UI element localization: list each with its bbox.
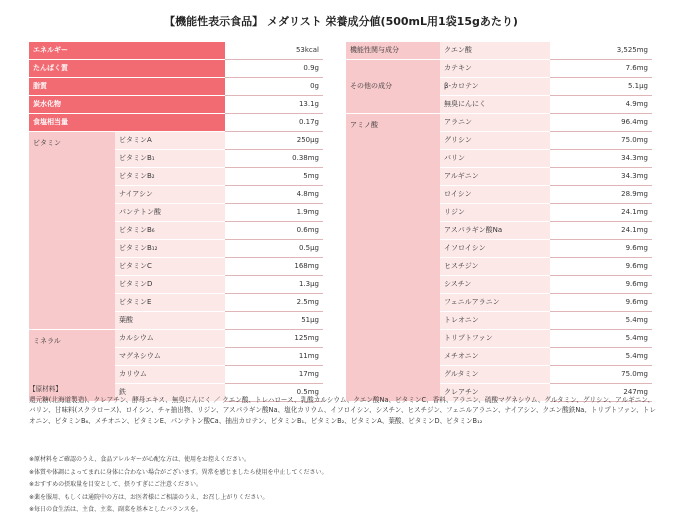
nutrient-value: 28.9mg [550, 186, 652, 204]
nutrient-name: ビタミンA [115, 132, 225, 150]
nutrient-name: クレアチン [440, 384, 550, 402]
nutrient-value: 9.6mg [550, 294, 652, 312]
nutrient-value: 96.4mg [550, 114, 652, 132]
nutrient-value: 7.6mg [550, 60, 652, 78]
nutrient-value: 247mg [550, 384, 652, 402]
nutrient-name: ビタミンB₁₂ [115, 240, 225, 258]
table-row [346, 60, 652, 78]
note-item: ※体質や体調によってまれに身体に合わない場合がございます。異常を感じましたら使用を中止してください。 [29, 468, 328, 476]
nutrient-value: 11mg [225, 348, 323, 366]
nutrition-table-right [346, 42, 652, 402]
ingredients-section [29, 384, 659, 426]
nutrient-value: 34.3mg [550, 168, 652, 186]
nutrient-value: 53kcal [225, 42, 323, 60]
nutrient-value: 4.9mg [550, 96, 652, 114]
nutrient-name: パンテトン酸 [115, 204, 225, 222]
nutrient-name: ビタミンB₂ [115, 168, 225, 186]
nutrient-label: エネルギー [29, 42, 225, 60]
nutrient-label: 脂質 [29, 78, 225, 96]
nutrient-value: 5.4mg [550, 348, 652, 366]
category-label: ビタミン [29, 132, 115, 330]
nutrient-value: 0.5mg [225, 384, 323, 402]
nutrient-name: ロイシン [440, 186, 550, 204]
nutrient-value: 5mg [225, 168, 323, 186]
table-row [29, 114, 323, 132]
nutrient-value: 1.3μg [225, 276, 323, 294]
nutrient-value: 0.5μg [225, 240, 323, 258]
nutrient-name: ヒスチジン [440, 258, 550, 276]
nutrient-value: 125mg [225, 330, 323, 348]
table-row [29, 42, 323, 60]
nutrient-name: クエン酸 [440, 42, 550, 60]
nutrient-name: アルギニン [440, 168, 550, 186]
ingredients-text: 還元糖(北海道製造)、クレアチン、酵母エキス、無臭にんにく ／ クエン酸、トレハロース、乳酸カルシウム、クエン酸Na、ビタミンC、香料、アラニン、硫酸マグネシウム、グルタミン、グリシン、アルギニン、バリン、甘味料(スクラロース)、ロイシン、チャ抽出物、リジン、アスパラギン酸Na、塩化カリウム、イソロイシン、シスチン、ヒスチジン、フェニルアラニン、ナイアシン、クエン酸鉄Na、トリプトファン、トレオニン、ビタミンB₆、メチオニン、ビタミンE、パンテトン酸Ca、抽出カロテン、ビタミンB₁、ビタミンB₂、ビタミンA、葉酸、ビタミンD、ビタミンB₁₂ [29, 395, 656, 425]
nutrient-value: 9.6mg [550, 258, 652, 276]
category-label: 機能性関与成分 [346, 42, 440, 60]
note-item: ※おすすめの摂取量を目安として、摂りすぎにご注意ください。 [29, 481, 202, 489]
nutrient-name: グリシン [440, 132, 550, 150]
nutrient-name: フェニルアラニン [440, 294, 550, 312]
nutrient-name: ナイアシン [115, 186, 225, 204]
nutrient-value: 0.6mg [225, 222, 323, 240]
nutrient-name: β-カロテン [440, 78, 550, 96]
nutrient-value: 17mg [225, 366, 323, 384]
note-item: ※原材料をご確認のうえ、食品アレルギーが心配な方は、使用をお控えください。 [29, 456, 250, 463]
nutrient-value: 1.9mg [225, 204, 323, 222]
nutrient-name: カルシウム [115, 330, 225, 348]
nutrient-value: 168mg [225, 258, 323, 276]
nutrient-value: 24.1mg [550, 204, 652, 222]
nutrition-table-left [29, 42, 323, 402]
notes-section [29, 454, 659, 517]
nutrient-name: グルタミン [440, 366, 550, 384]
category-label: ミネラル [29, 330, 115, 402]
table-row [346, 42, 652, 60]
nutrient-name: 葉酸 [115, 312, 225, 330]
category-label: アミノ酸 [346, 114, 440, 402]
nutrient-label: 食塩相当量 [29, 114, 225, 132]
nutrient-label: たんぱく質 [29, 60, 225, 78]
nutrient-name: ビタミンC [115, 258, 225, 276]
table-row [29, 60, 323, 78]
ingredients-label: 【原材料】 [29, 385, 62, 393]
nutrient-name: バリン [440, 150, 550, 168]
nutrient-value: 4.8mg [225, 186, 323, 204]
nutrient-value: 250μg [225, 132, 323, 150]
nutrient-name: トレオニン [440, 312, 550, 330]
nutrient-value: 0.17g [225, 114, 323, 132]
nutrient-value: 5.1μg [550, 78, 652, 96]
page-title: 【機能性表示食品】 メダリスト 栄養成分値(500mL用1袋15gあたり) [164, 15, 518, 28]
note-item: ※薬を服用、もしくは通院中の方は、お医者様にご相談のうえ、お召し上がりください。 [29, 493, 269, 501]
nutrient-name: ビタミンE [115, 294, 225, 312]
nutrient-name: マグネシウム [115, 348, 225, 366]
nutrient-name: 鉄 [115, 384, 225, 402]
nutrient-value: 5.4mg [550, 312, 652, 330]
table-row [29, 78, 323, 96]
nutrient-value: 75.0mg [550, 366, 652, 384]
table-row [346, 114, 652, 132]
nutrient-name: カテキン [440, 60, 550, 78]
nutrient-name: ビタミンB₁ [115, 150, 225, 168]
nutrient-value: 0.9g [225, 60, 323, 78]
nutrient-value: 9.6mg [550, 276, 652, 294]
table-row [29, 132, 323, 150]
nutrient-name: ビタミンB₆ [115, 222, 225, 240]
nutrient-name: リジン [440, 204, 550, 222]
nutrient-name: イソロイシン [440, 240, 550, 258]
nutrient-value: 3,525mg [550, 42, 652, 60]
nutrient-value: 2.5mg [225, 294, 323, 312]
nutrient-value: 9.6mg [550, 240, 652, 258]
nutrient-name: 無臭にんにく [440, 96, 550, 114]
nutrient-value: 24.1mg [550, 222, 652, 240]
nutrient-value: 51μg [225, 312, 323, 330]
nutrient-value: 75.0mg [550, 132, 652, 150]
table-row [29, 330, 323, 348]
category-label: その他の成分 [346, 60, 440, 114]
nutrient-name: メチオニン [440, 348, 550, 366]
nutrient-name: アスパラギン酸Na [440, 222, 550, 240]
table-row [29, 96, 323, 114]
nutrient-label: 炭水化物 [29, 96, 225, 114]
nutrient-value: 0g [225, 78, 323, 96]
note-item: ※毎日の食生活は、主食、主菜、副菜を基本としたバランスを。 [29, 506, 202, 514]
nutrient-name: トリプトファン [440, 330, 550, 348]
nutrient-value: 13.1g [225, 96, 323, 114]
nutrient-name: ビタミンD [115, 276, 225, 294]
nutrient-name: カリウム [115, 366, 225, 384]
nutrient-value: 34.3mg [550, 150, 652, 168]
nutrient-value: 0.38mg [225, 150, 323, 168]
nutrient-name: アラニン [440, 114, 550, 132]
nutrient-name: シスチン [440, 276, 550, 294]
nutrient-value: 5.4mg [550, 330, 652, 348]
